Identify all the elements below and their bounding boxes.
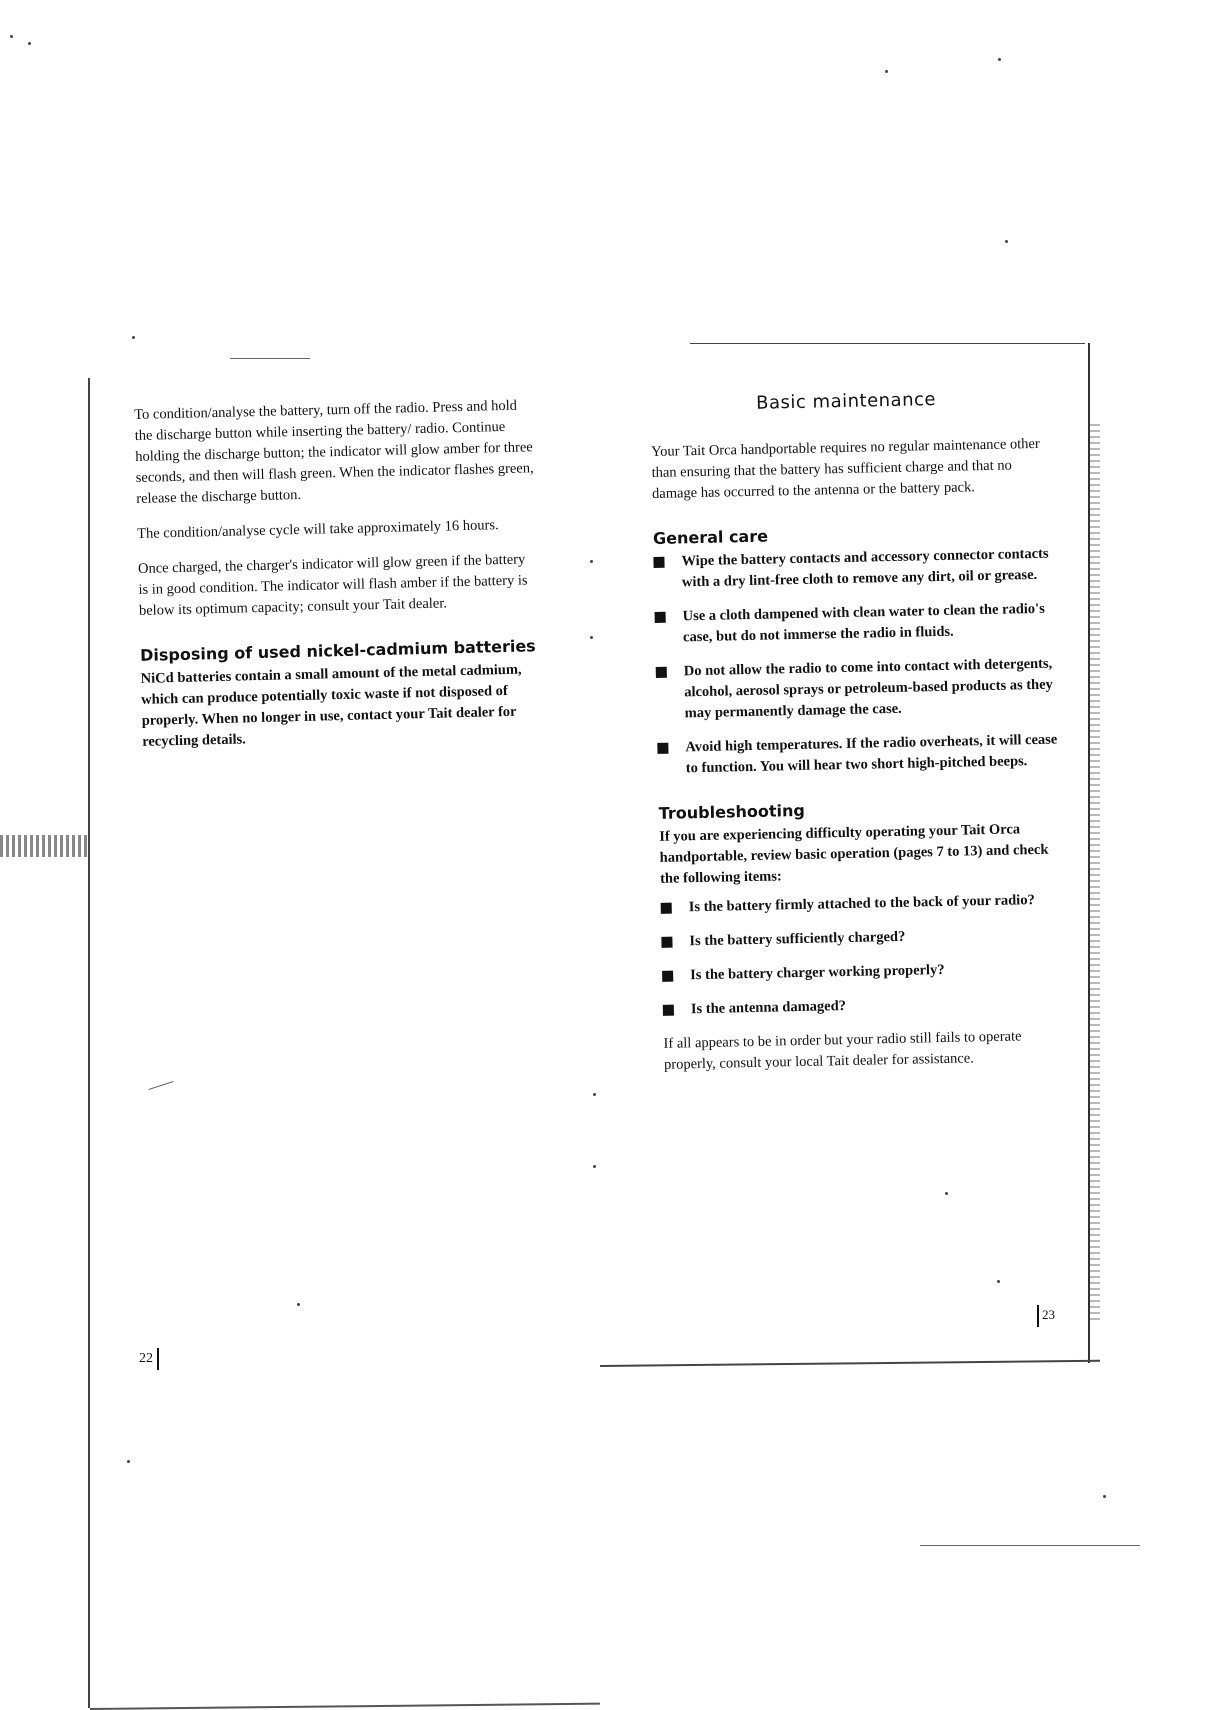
condition-instructions: To condition/analyse the battery, turn off the radio. Press and hold the discharge button while inserting the battery/ radio. Continue holding the discharge button; the indicator will glow amber for three seconds, and then will flash green. When the indicator flashes green, release the discharge button. <box>134 397 534 507</box>
left-page-number-text: 22 <box>139 1351 153 1367</box>
list-item <box>656 654 1057 725</box>
scan-speck <box>593 1165 596 1168</box>
list-item-text: Is the battery charger working properly? <box>689 961 945 984</box>
maintenance-intro: Your Tait Orca handportable requires no regular maintenance other than ensuring that the battery has sufficient charge and that no damage has occurred to the antenna or the battery pack. <box>651 435 1040 502</box>
scan-mark <box>230 358 310 359</box>
troubleshooting-heading: Troubleshooting <box>658 800 806 823</box>
square-bullet-icon <box>655 612 666 623</box>
list-item-text: Is the battery firmly attached to the back of your radio? <box>688 892 1035 916</box>
list-item-text: Use a cloth dampened with clean water to clean the radio's case, but do not immerse the radio in fluids. <box>682 600 1045 646</box>
scan-speck <box>885 70 888 73</box>
list-item <box>662 957 1062 986</box>
scan-speck <box>10 35 13 38</box>
square-bullet-icon <box>663 1005 674 1016</box>
list-item <box>661 924 1061 953</box>
square-bullet-icon <box>661 903 672 914</box>
list-item-text: Do not allow the radio to come into contact with detergents, alcohol, aerosol sprays or petroleum-based products as they may permanently damage the case. <box>683 655 1054 722</box>
scan-speck <box>297 1303 300 1306</box>
list-item <box>653 544 1054 594</box>
list-item <box>657 730 1058 780</box>
page-number-rule <box>1037 1305 1039 1327</box>
disposing-text: NiCd batteries contain a small amount of the metal cadmium, which can produce potentially toxic waste if not disposed of properly. When no longer in use, contact your Tait dealer for recycling details. <box>140 661 522 750</box>
page-title: Basic maintenance <box>755 389 937 414</box>
right-page-top-edge <box>690 343 1085 344</box>
list-item <box>663 991 1063 1020</box>
scan-mark <box>148 1081 173 1090</box>
scan-speck <box>1005 240 1008 243</box>
scan-speck <box>997 1280 1000 1283</box>
right-page <box>650 387 1064 1090</box>
disposing-heading: Disposing of used nickel-cadmium batteries <box>139 636 536 665</box>
left-page-bottom-edge <box>90 1703 600 1710</box>
general-care-heading: General care <box>652 526 769 548</box>
right-page-number-text: 23 <box>1042 1306 1055 1322</box>
charger-indicator-info: Once charged, the charger's indicator will glow green if the battery is in good condition. The indicator will flash amber if the battery is below its optimum capacity; consult your Tait dealer. <box>137 551 528 619</box>
square-bullet-icon <box>661 937 672 948</box>
scan-speck <box>132 336 135 339</box>
page-number-rule <box>157 1348 159 1370</box>
scan-speck <box>590 560 593 563</box>
scan-speck <box>1103 1495 1106 1498</box>
troubleshooting-list <box>661 890 1063 1021</box>
left-page-number <box>139 1348 159 1370</box>
left-page-edge <box>88 378 90 1708</box>
square-bullet-icon <box>662 971 673 982</box>
general-care-list <box>653 544 1058 780</box>
scan-speck <box>590 636 593 639</box>
scan-speck <box>945 1192 948 1195</box>
scan-speck <box>28 42 31 45</box>
list-item-text: Wipe the battery contacts and accessory connector contacts with a dry lint-free cloth to remove any dirt, oil or grease. <box>681 545 1049 591</box>
list-item-text: Is the antenna damaged? <box>690 998 847 1018</box>
right-page-number <box>1037 1305 1055 1327</box>
scan-mark <box>920 1545 1140 1546</box>
list-item-text: Is the battery sufficiently charged? <box>689 928 906 950</box>
condition-cycle-duration: The condition/analyse cycle will take approximately 16 hours. <box>136 517 499 542</box>
scan-speck <box>127 1460 130 1463</box>
troubleshooting-intro: If you are experiencing difficulty operating your Tait Orca handportable, review basic operation (pages 7 to 13) and check the following items: <box>659 821 1049 887</box>
list-item <box>661 890 1061 919</box>
scan-speck <box>998 58 1001 61</box>
list-item-text: Avoid high temperatures. If the radio overheats, it will cease to function. You will hear two short high-pitched beeps. <box>685 731 1058 777</box>
scan-noise-left <box>0 835 88 857</box>
left-page <box>134 395 543 767</box>
scan-speck <box>593 1093 596 1096</box>
right-page-bottom-edge <box>600 1360 1100 1367</box>
scan-noise-right <box>1090 420 1100 1320</box>
closing-text: If all appears to be in order but your radio still fails to operate properly, consult your local Tait dealer for assistance. <box>663 1028 1022 1073</box>
square-bullet-icon <box>657 743 668 754</box>
square-bullet-icon <box>653 557 664 568</box>
list-item <box>654 599 1055 649</box>
square-bullet-icon <box>656 667 667 678</box>
